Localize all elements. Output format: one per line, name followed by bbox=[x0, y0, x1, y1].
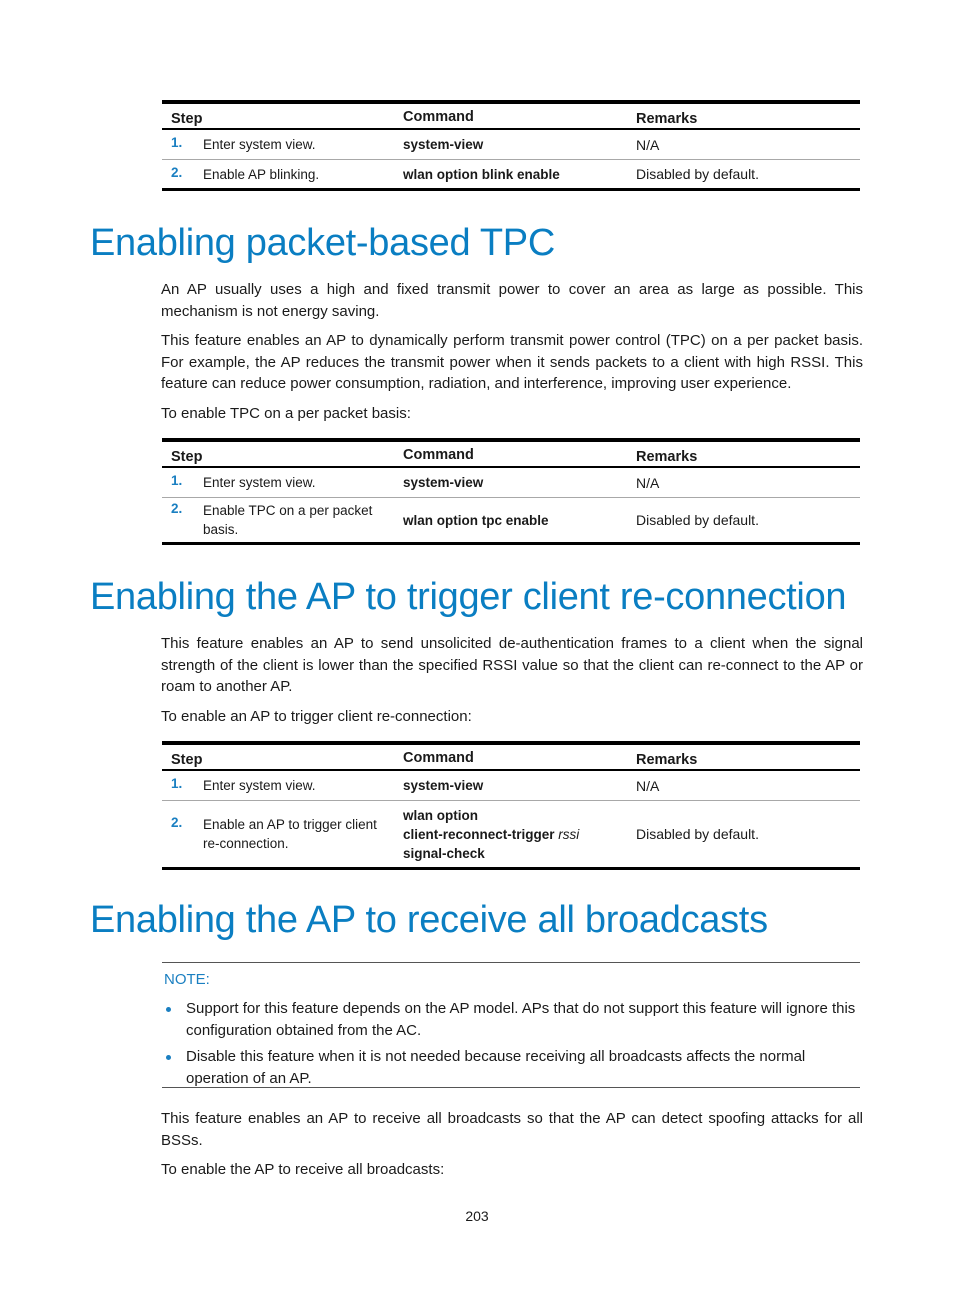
paragraph: This feature enables an AP to send unsolicited de-authentication frames to a client when the signal strength of the client is lower than the specified RSSI value so that the client can re-connect to the AP or roam to another AP. bbox=[161, 635, 863, 695]
header-step: Step bbox=[171, 449, 203, 465]
bullet-text: Support for this feature depends on the AP model. APs that do not support this feature will ignore this configuration obtained from the AC. bbox=[186, 1000, 856, 1039]
step-text: Enable AP blinking. bbox=[203, 166, 320, 182]
command-line: signal-check bbox=[403, 845, 485, 861]
command-argument: rssi bbox=[558, 826, 580, 842]
header-step: Step bbox=[171, 111, 203, 127]
command-text: wlan option blink enable bbox=[403, 166, 560, 182]
remarks-text: Disabled by default. bbox=[636, 166, 759, 182]
paragraph: To enable the AP to receive all broadcasts: bbox=[161, 1161, 445, 1178]
table-header bbox=[162, 104, 860, 130]
paragraph: To enable TPC on a per packet basis: bbox=[161, 405, 411, 422]
list-item bbox=[162, 998, 860, 1041]
remarks-text: N/A bbox=[636, 777, 660, 794]
command-table-tpc bbox=[162, 438, 860, 545]
step-number: 1. bbox=[171, 473, 183, 488]
command-table-reconnect bbox=[162, 741, 860, 870]
paragraph: An AP usually uses a high and fixed transmit power to cover an area as large as possible. This mechanism is not energy saving. bbox=[161, 281, 863, 320]
table-row bbox=[162, 159, 860, 188]
remarks-text: Disabled by default. bbox=[636, 826, 759, 842]
table-row bbox=[162, 130, 860, 159]
step-number: 2. bbox=[171, 164, 183, 180]
step-number: 1. bbox=[171, 776, 183, 791]
section-title-tpc: Enabling packet-based TPC bbox=[90, 222, 555, 264]
command-text bbox=[394, 806, 627, 863]
paragraph: This feature enables an AP to receive all broadcasts so that the AP can detect spoofing attacks for all BSSs. bbox=[161, 1110, 863, 1149]
header-command: Command bbox=[403, 750, 474, 766]
header-command: Command bbox=[403, 447, 474, 463]
list-item bbox=[162, 1046, 860, 1089]
step-number: 1. bbox=[171, 135, 183, 150]
command-text: system-view bbox=[403, 137, 484, 152]
step-text: Enable an AP to trigger client re-connection. bbox=[203, 817, 377, 851]
paragraph: This feature enables an AP to dynamically perform transmit power control (TPC) on a per packet basis. For example, the AP reduces the transmit power when it sends packets to a client with high RSSI. This feature can reduce power consumption, radiation, and interference, improving user experience. bbox=[161, 332, 863, 392]
step-text: Enable TPC on a per packet basis. bbox=[203, 503, 373, 537]
remarks-text: N/A bbox=[636, 136, 660, 153]
note-box bbox=[162, 962, 860, 1088]
header-remarks: Remarks bbox=[636, 752, 698, 768]
bullet-dot-icon bbox=[166, 1055, 171, 1060]
command-line bbox=[403, 825, 627, 844]
step-text: Enter system view. bbox=[203, 475, 316, 490]
step-number: 2. bbox=[171, 501, 183, 516]
command-text: system-view bbox=[403, 778, 484, 793]
header-remarks: Remarks bbox=[636, 111, 698, 127]
header-remarks: Remarks bbox=[636, 449, 698, 465]
table-row bbox=[162, 468, 860, 497]
header-command: Command bbox=[403, 109, 474, 125]
table-row bbox=[162, 800, 860, 867]
step-number: 2. bbox=[171, 815, 183, 830]
header-step: Step bbox=[171, 752, 203, 768]
section-title-broadcasts: Enabling the AP to receive all broadcasts bbox=[90, 899, 768, 941]
table-header bbox=[162, 442, 860, 468]
table-row bbox=[162, 497, 860, 542]
command-text: wlan option tpc enable bbox=[403, 512, 549, 528]
table-row bbox=[162, 771, 860, 800]
bullet-dot-icon bbox=[166, 1007, 171, 1012]
step-text: Enter system view. bbox=[203, 778, 316, 793]
command-keyword: client-reconnect-trigger bbox=[403, 826, 555, 842]
step-text: Enter system view. bbox=[203, 137, 316, 152]
command-table-blink bbox=[162, 100, 860, 191]
remarks-text: N/A bbox=[636, 474, 660, 491]
command-text: system-view bbox=[403, 475, 484, 490]
remarks-text: Disabled by default. bbox=[636, 512, 759, 528]
section-title-reconnect: Enabling the AP to trigger client re-connection bbox=[90, 576, 847, 618]
bullet-text: Disable this feature when it is not needed because receiving all broadcasts affects the normal operation of an AP. bbox=[186, 1048, 806, 1087]
paragraph: To enable an AP to trigger client re-connection: bbox=[161, 708, 472, 725]
page-number: 203 bbox=[465, 1208, 489, 1224]
note-label: NOTE: bbox=[164, 971, 210, 988]
table-header bbox=[162, 745, 860, 771]
command-line: wlan option bbox=[403, 807, 478, 823]
